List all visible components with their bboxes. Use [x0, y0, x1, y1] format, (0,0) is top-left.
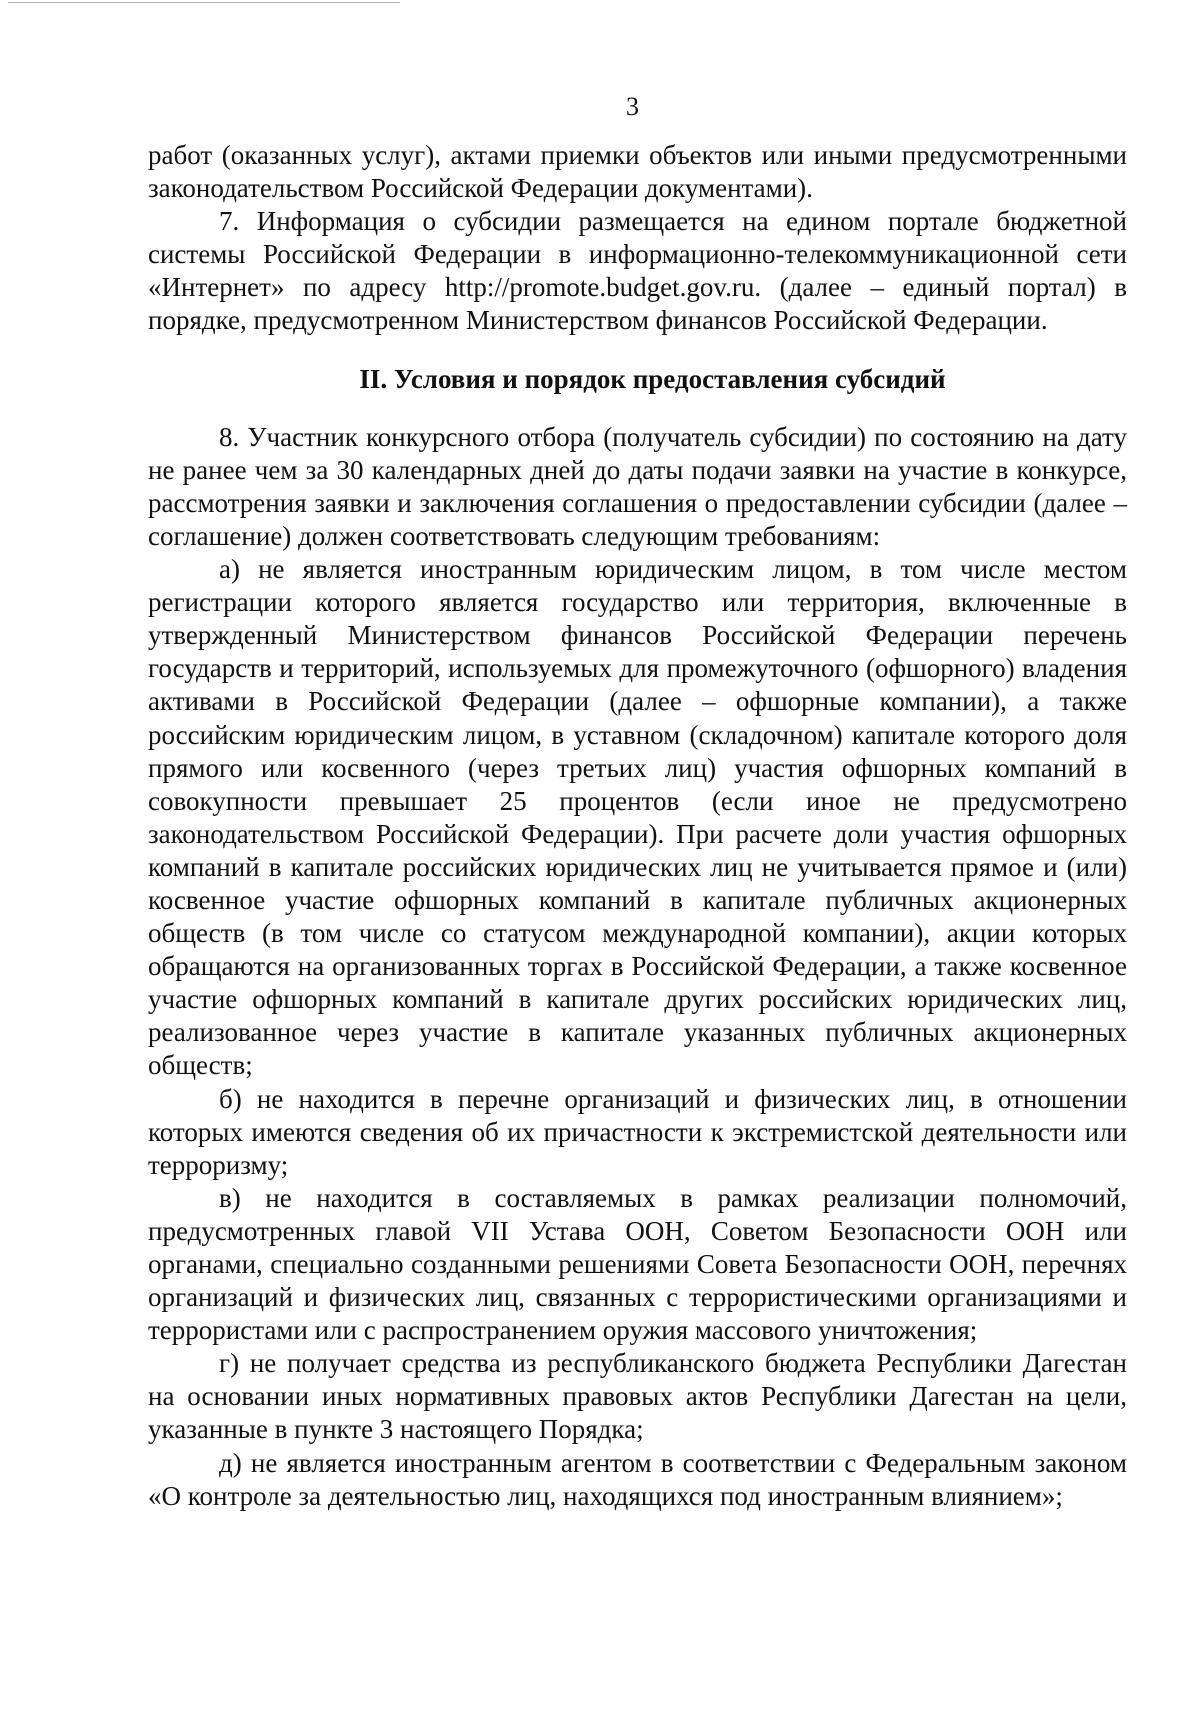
paragraph-subitem-a: а) не является иностранным юридическим лицом, в том числе местом регистрации которого является государство или территория, включенные в утвержденный Министерством финансов Российской Федерации перечень государств и территорий, используемых для промежуточного (офшорного) владения активами в Российской Федерации (далее – офшорные компании), а также российским юридическим лицом, в уставном (складочном) капитале которого доля прямого или косвенного (через третьих лиц) участия офшорных компаний в совокупности превышает 25 процентов (если иное не предусмотрено законодательством Российской Федерации). При расчете доли участия офшорных компаний в капитале российских юридических лиц не учитывается прямое и (или) косвенное участие офшорных компаний в капитале публичных акционерных обществ (в том числе со статусом международной компании), акции которых обращаются на организованных торгах в Российской Федерации, а также косвенное участие офшорных компаний в капитале других российских юридических лиц, реализованное через участие в капитале указанных публичных акционерных обществ; [148, 554, 1127, 1081]
page-number: 3 [626, 92, 639, 121]
scan-edge-line [8, 2, 400, 3]
paragraph-continuation: работ (оказанных услуг), актами приемки объектов или иными предусмотренными законодательством Российской Федерации документами). [148, 140, 1127, 204]
paragraph-subitem-b: б) не находится в перечне организаций и физических лиц, в отношении которых имеются сведения об их причастности к экстремистской деятельности или терроризму; [148, 1083, 1127, 1180]
paragraph-subitem-d: д) не является иностранным агентом в соответствии с Федеральным законом «О контроле за деятельностью лиц, находящихся под иностранным влиянием»; [148, 1447, 1127, 1511]
document-body [148, 139, 1127, 1513]
section-title: II. Условия и порядок предоставления субсидий [359, 363, 946, 394]
paragraph-item-8: 8. Участник конкурсного отбора (получатель субсидии) по состоянию на дату не ранее чем за 30 календарных дней до даты подачи заявки на участие в конкурсе, рассмотрения заявки и заключения соглашения о предоставлении субсидии (далее – соглашение) должен соответствовать следующим требованиям: [148, 421, 1127, 551]
paragraph-item-7: 7. Информация о субсидии размещается на едином портале бюджетной системы Российской Федерации в информационно-телекоммуникационной сети «Интернет» по адресу http://promote.budget.gov.ru. (далее – единый портал) в порядке, предусмотренном Министерством финансов Российской Федерации. [148, 206, 1127, 336]
paragraph-subitem-v: в) не находится в составляемых в рамках реализации полномочий, предусмотренных главой VII Устава ООН, Советом Безопасности ООН или органами, специально созданными решениями Совета Безопасности ООН, перечнях организаций и физических лиц, связанных с террористическими организациями и террористами или с распространением оружия массового уничтожения; [148, 1182, 1127, 1346]
paragraph-subitem-g: г) не получает средства из республиканского бюджета Республики Дагестан на основании иных нормативных правовых актов Республики Дагестан на цели, указанные в пункте 3 настоящего Порядка; [148, 1348, 1127, 1445]
